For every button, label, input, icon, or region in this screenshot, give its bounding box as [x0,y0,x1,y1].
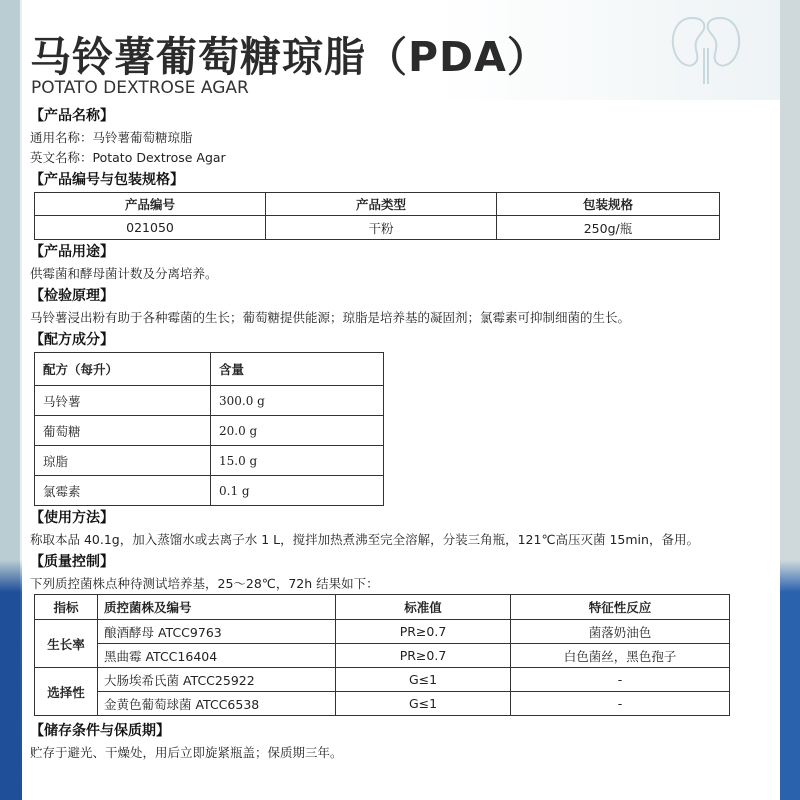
table-row [35,476,384,506]
table-cell: 葡萄糖 [35,416,211,446]
table-header-cell: 标准值 [336,595,511,620]
section-heading-principle: 【检验原理】 [30,288,114,304]
table-row [35,386,384,416]
table-cell: PR≥0.7 [336,644,511,668]
principle-text: 马铃薯浸出粉有助于各种霉菌的生长；葡萄糖提供能源；琼脂是培养基的凝固剂；氯霉素可抑制细菌的生长。 [30,310,631,325]
table-cell: 氯霉素 [35,476,211,506]
section-heading-quality: 【质量控制】 [30,554,114,570]
kidney-icon [662,8,750,88]
table-cell: G≤1 [336,692,511,716]
table-header-cell: 含量 [211,353,384,386]
header-banner [22,0,780,100]
table-header-cell: 产品类型 [266,193,497,216]
table-header-cell: 产品编号 [35,193,266,216]
table-cell: G≤1 [336,668,511,692]
page-title: 马铃薯葡萄糖琼脂（PDA） [30,33,549,81]
table-group-label: 选择性 [35,668,98,716]
table-cell: 300.0 g [211,386,384,416]
table-cell: 黑曲霉 ATCC16404 [98,644,336,668]
formula-table [34,352,384,506]
method-text: 称取本品 40.1g，加入蒸馏水或去离子水 1 L，搅拌加热煮沸至完全溶解，分装三角瓶，121℃高压灭菌 15min，备用。 [30,532,699,547]
section-heading-product-name: 【产品名称】 [30,108,114,124]
section-heading-packaging: 【产品编号与包装规格】 [30,172,184,188]
table-cell: 酿酒酵母 ATCC9763 [98,620,336,644]
common-name-text: 通用名称：马铃薯葡萄糖琼脂 [30,130,193,145]
english-name-text: 英文名称：Potato Dextrose Agar [30,150,226,165]
document-content [30,104,772,763]
section-heading-storage: 【储存条件与保质期】 [30,723,170,739]
table-cell: 琼脂 [35,446,211,476]
table-cell: 021050 [35,216,266,240]
table-row [35,692,730,716]
table-row [35,416,384,446]
storage-text: 贮存于避光、干燥处，用后立即旋紧瓶盖；保质期三年。 [30,745,343,760]
document-card [22,0,780,800]
table-row [35,620,730,644]
table-cell: 白色菌丝，黑色孢子 [511,644,730,668]
table-header-row [35,193,720,216]
table-cell: 马铃薯 [35,386,211,416]
left-background-band [0,0,20,800]
table-row [35,216,720,240]
usage-text: 供霉菌和酵母菌计数及分离培养。 [30,266,218,281]
table-cell: 0.1 g [211,476,384,506]
table-cell: 250g/瓶 [497,216,720,240]
table-cell: 20.0 g [211,416,384,446]
page-subtitle: POTATO DEXTROSE AGAR [31,78,249,98]
section-heading-usage: 【产品用途】 [30,244,114,260]
table-cell: 菌落奶油色 [511,620,730,644]
table-header-row [35,595,730,620]
table-row [35,446,384,476]
table-cell: PR≥0.7 [336,620,511,644]
quality-intro-text: 下列质控菌株点种待测试培养基，25～28℃，72h 结果如下： [30,576,379,591]
quality-control-table [34,594,730,716]
table-row [35,668,730,692]
table-cell: 干粉 [266,216,497,240]
table-cell: - [511,692,730,716]
table-cell: - [511,668,730,692]
table-cell: 金黄色葡萄球菌 ATCC6538 [98,692,336,716]
table-group-label: 生长率 [35,620,98,668]
section-heading-formula: 【配方成分】 [30,332,114,348]
section-heading-method: 【使用方法】 [30,510,114,526]
right-background-band [780,0,800,800]
table-header-cell: 配方（每升） [35,353,211,386]
table-header-row [35,353,384,386]
packaging-table [34,192,720,240]
table-header-cell: 特征性反应 [511,595,730,620]
table-header-cell: 指标 [35,595,98,620]
table-cell: 15.0 g [211,446,384,476]
table-header-cell: 包装规格 [497,193,720,216]
table-header-cell: 质控菌株及编号 [98,595,336,620]
table-cell: 大肠埃希氏菌 ATCC25922 [98,668,336,692]
table-row [35,644,730,668]
